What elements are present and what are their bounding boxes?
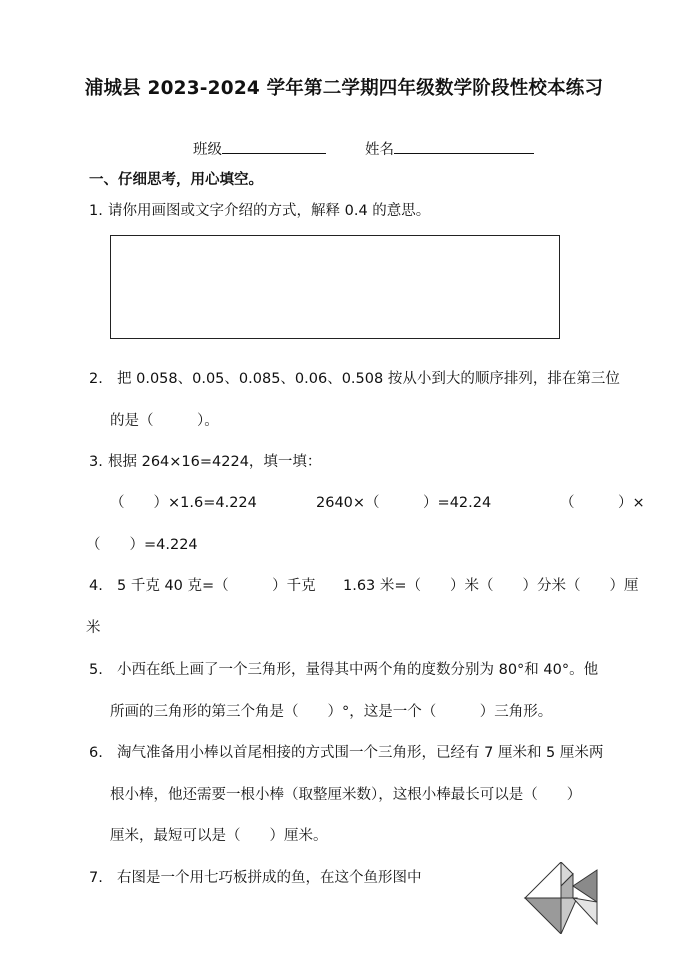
tangram-piece [573, 870, 597, 902]
question-5-number: 5. [89, 662, 103, 678]
question-4-wrap: 米 [86, 620, 101, 636]
question-2-line-1: 把 0.058、0.05、0.085、0.06、0.508 按从小到大的顺序排列，排在第三位 [117, 371, 620, 387]
question-3-intro: 根据 264×16=4224，填一填： [108, 454, 322, 470]
tangram-piece [525, 862, 561, 898]
tangram-fish-figure [523, 862, 599, 934]
question-3-number: 3. [89, 454, 103, 470]
question-6-line-1: 淘气准备用小棒以首尾相接的方式围一个三角形，已经有 7 厘米和 5 厘米两 [117, 745, 604, 761]
question-6-line-2: 根小棒，他还需要一根小棒（取整厘米数），这根小棒最长可以是（ ） [110, 787, 582, 803]
question-3-blank-3a: （ ）× [560, 495, 645, 511]
class-label: 班级 [193, 142, 222, 158]
question-6-number: 6. [89, 745, 103, 761]
question-4-part-1: 5 千克 40 克=（ ）千克 [117, 578, 316, 594]
tangram-piece [525, 898, 561, 934]
question-4-part-2: 1.63 米=（ ）米（ ）分米（ ）厘 [343, 578, 639, 594]
question-3-blank-1: （ ）×1.6=4.224 [110, 495, 257, 511]
question-7-number: 7. [89, 870, 103, 886]
question-4-number: 4. [89, 578, 103, 594]
question-3-blank-3b: （ ）=4.224 [86, 537, 198, 553]
question-5-line-2: 所画的三角形的第三个角是（ ）°，这是一个（ ）三角形。 [110, 704, 553, 720]
question-2-line-2: 的是（ ）。 [110, 413, 219, 429]
question-1-text: 请你用画图或文字介绍的方式，解释 0.4 的意思。 [108, 203, 431, 219]
question-2-number: 2. [89, 371, 103, 387]
name-field [365, 139, 534, 160]
class-field [193, 139, 326, 160]
class-blank[interactable] [222, 139, 326, 154]
section-heading: 一、仔细思考，用心填空。 [89, 172, 263, 188]
name-blank[interactable] [394, 139, 534, 154]
tangram-piece [573, 898, 597, 924]
question-6-line-3: 厘米，最短可以是（ ）厘米。 [110, 828, 328, 844]
question-5-line-1: 小西在纸上画了一个三角形，量得其中两个角的度数分别为 80°和 40°。他 [117, 662, 599, 678]
page-title: 浦城县 2023-2024 学年第二学期四年级数学阶段性校本练习 [84, 78, 604, 99]
question-3-blank-2: 2640×（ ）=42.24 [316, 495, 492, 511]
question-7-text: 右图是一个用七巧板拼成的鱼，在这个鱼形图中 [117, 870, 422, 886]
tangram-piece [561, 898, 577, 934]
name-label: 姓名 [365, 142, 394, 158]
question-1-number: 1. [89, 203, 103, 219]
question-1-answer-box[interactable] [110, 235, 560, 339]
